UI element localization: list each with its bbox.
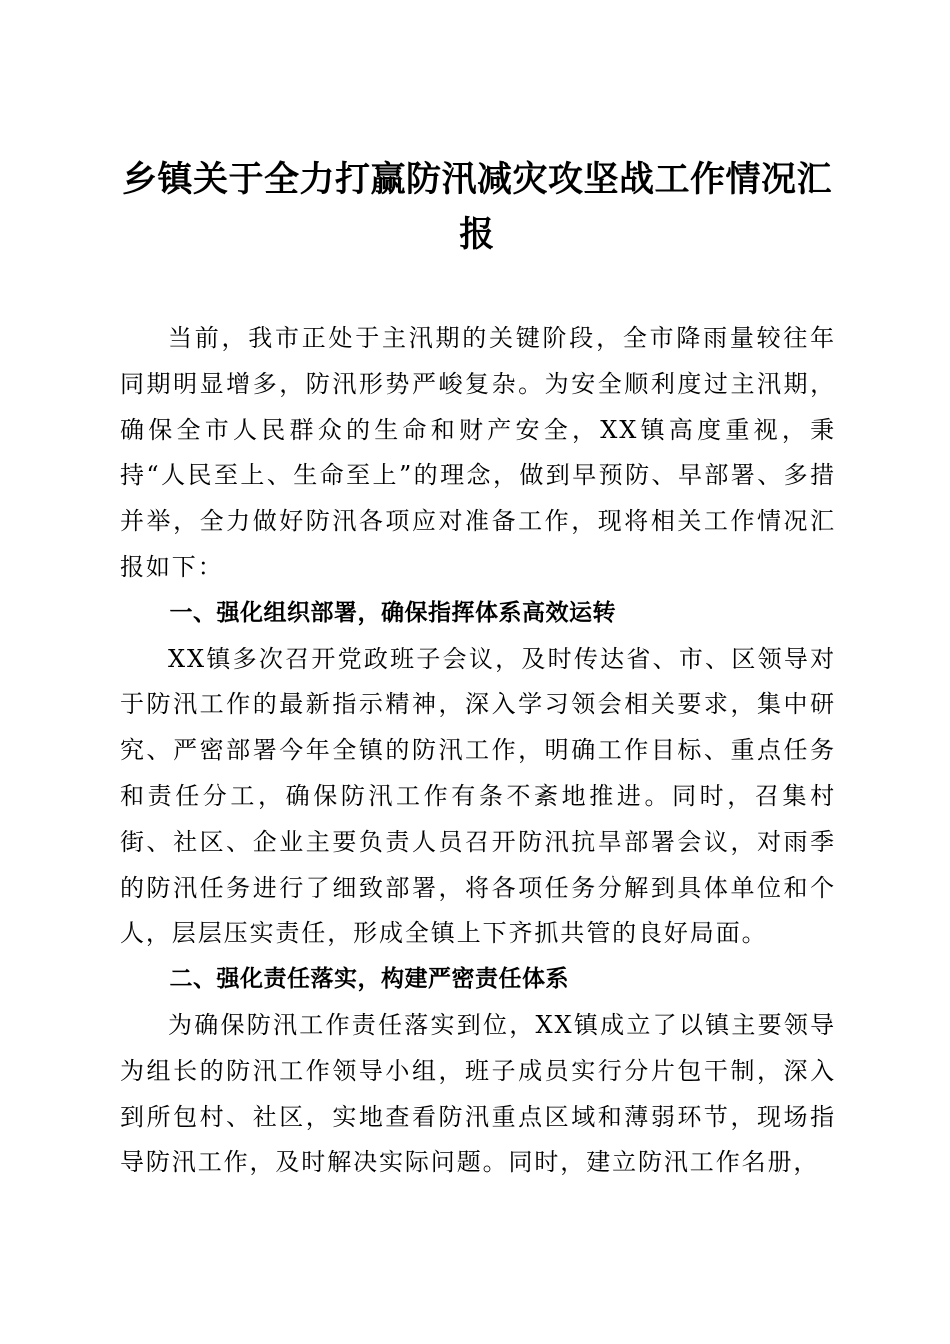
- section-paragraph-1: XX镇多次召开党政班子会议，及时传达省、市、区领导对于防汛工作的最新指示精神，深入学习领会相关要求，集中研究、严密部署今年全镇的防汛工作，明确工作目标、重点任务和责任分工，确保防汛工作有条不紊地推进。同时，召集村街、社区、企业主要负责人员召开防汛抗旱部署会议，对雨季的防汛任务进行了细致部署，将各项任务分解到具体单位和个人，层层压实责任，形成全镇上下齐抓共管的良好局面。: [120, 644, 836, 948]
- intro-paragraph: 当前，我市正处于主汛期的关键阶段，全市降雨量较往年同期明显增多，防汛形势严峻复杂。为安全顺利度过主汛期，确保全市人民群众的生命和财产安全，XX镇高度重视，秉持“人民至上、生命至上”的理念，做到早预防、早部署、多措并举，全力做好防汛各项应对准备工作，现将相关工作情况汇报如下：: [120, 324, 836, 581]
- document-body: [120, 316, 836, 1186]
- document-title: 乡镇关于全力打赢防汛减灾攻坚战工作情况汇报: [121, 159, 832, 255]
- section-heading-1: 一、强化组织部署，确保指挥体系高效运转: [169, 599, 616, 626]
- section-heading-2: 二、强化责任落实，构建严密责任体系: [169, 966, 569, 993]
- section-paragraph-2: 为确保防汛工作责任落实到位，XX镇成立了以镇主要领导为组长的防汛工作领导小组，班子成员实行分片包干制，深入到所包村、社区，实地查看防汛重点区域和薄弱环节，现场指导防汛工作，及时解决实际问题。同时，建立防汛工作名册，: [120, 1010, 836, 1177]
